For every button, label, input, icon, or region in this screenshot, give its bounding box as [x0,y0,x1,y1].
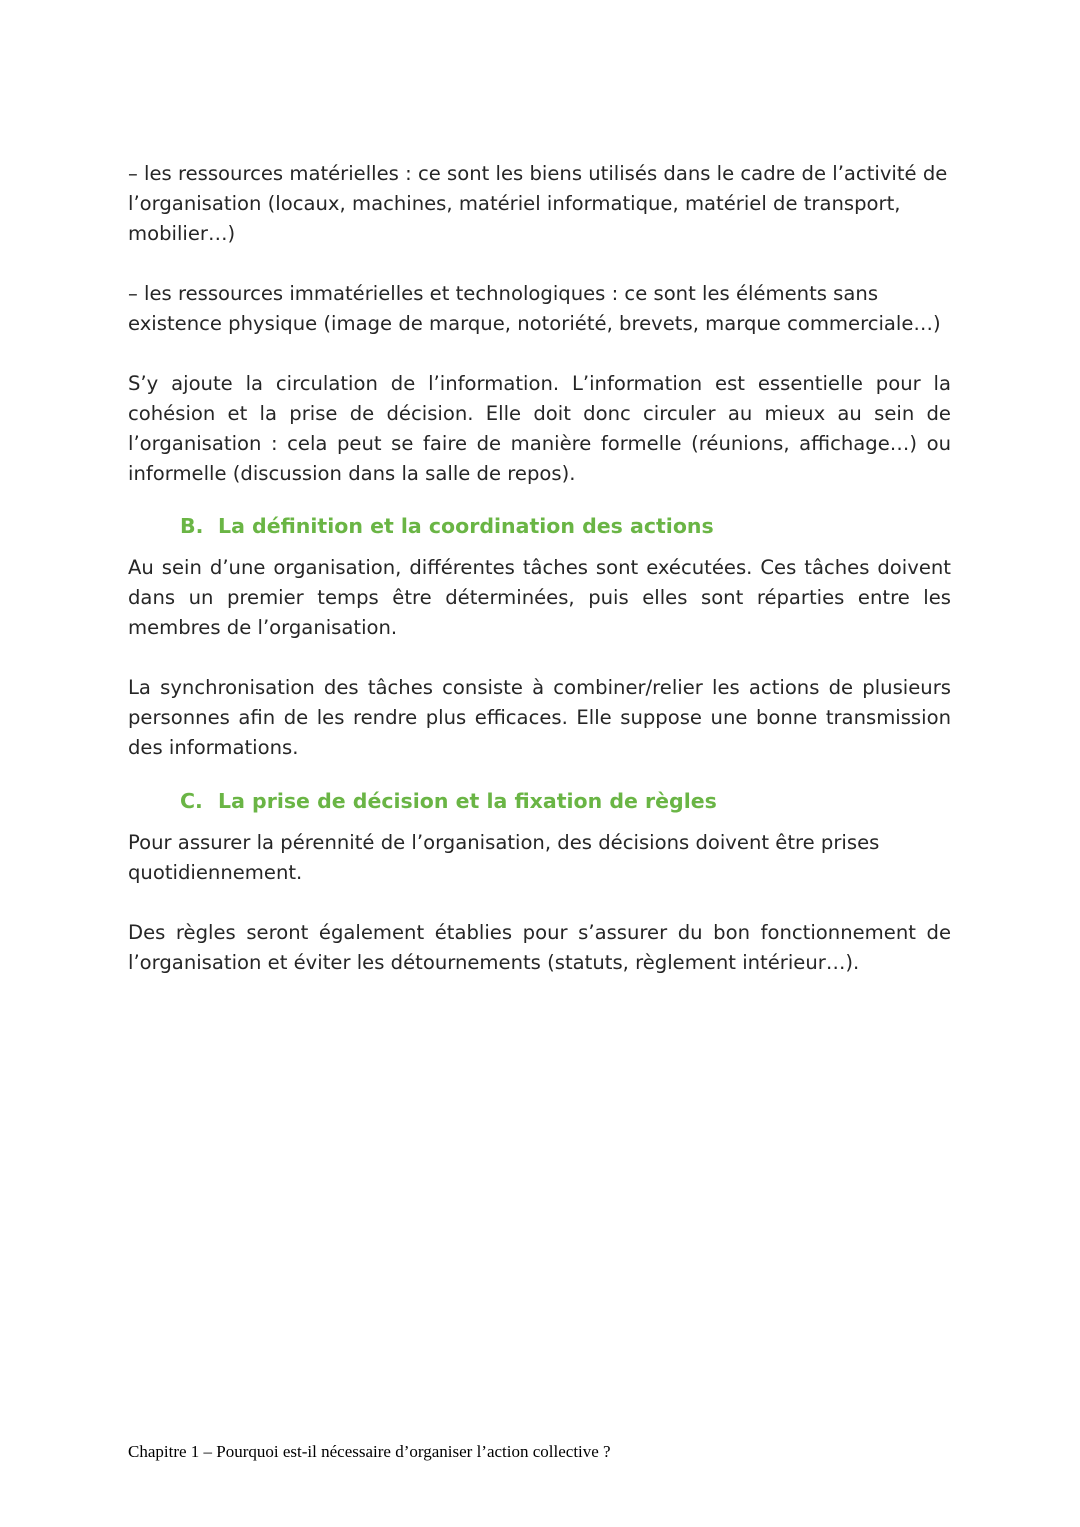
paragraph-ressources-immaterielles: – les ressources immatérielles et technologiques : ce sont les éléments sans existence physique (image de marque, notoriété, brevets, marque commerciale…) [128,282,941,335]
paragraph-section-c-decisions: Pour assurer la pérennité de l’organisation, des décisions doivent être prises quotidiennement. [128,831,880,884]
section-b-letter: B. [180,514,204,538]
section-c-letter: C. [180,789,203,813]
section-b-title: La définition et la coordination des actions [218,514,714,538]
paragraph-ressources-materielles: – les ressources matérielles : ce sont les biens utilisés dans le cadre de l’activité de l’organisation (locaux, machines, matériel informatique, matériel de transport, mobilier…) [128,162,948,245]
paragraph-section-b-synchronisation: La synchronisation des tâches consiste à combiner/relier les actions de plusieurs personnes afin de les rendre plus efficaces. Elle suppose une bonne transmission des informations. [128,676,951,759]
paragraph-section-c-regles: Des règles seront également établies pour s’assurer du bon fonctionnement de l’organisation et éviter les détournements (statuts, règlement intérieur…). [128,921,951,974]
page-footer: Chapitre 1 – Pourquoi est-il nécessaire d’organiser l’action collective ? [128,1442,611,1461]
paragraph-section-b-taches: Au sein d’une organisation, différentes tâches sont exécutées. Ces tâches doivent dans un premier temps être déterminées, puis elles sont réparties entre les membres de l’organisation. [128,556,951,639]
section-b-heading [180,511,714,541]
paragraph-circulation-information: S’y ajoute la circulation de l’information. L’information est essentielle pour la cohésion et la prise de décision. Elle doit donc circuler au mieux au sein de l’organisation : cela peut se faire de manière formelle (réunions, affichage…) ou informelle (discussion dans la salle de repos). [128,372,951,485]
section-c-title: La prise de décision et la fixation de règles [218,789,717,813]
section-c-heading [180,786,717,816]
